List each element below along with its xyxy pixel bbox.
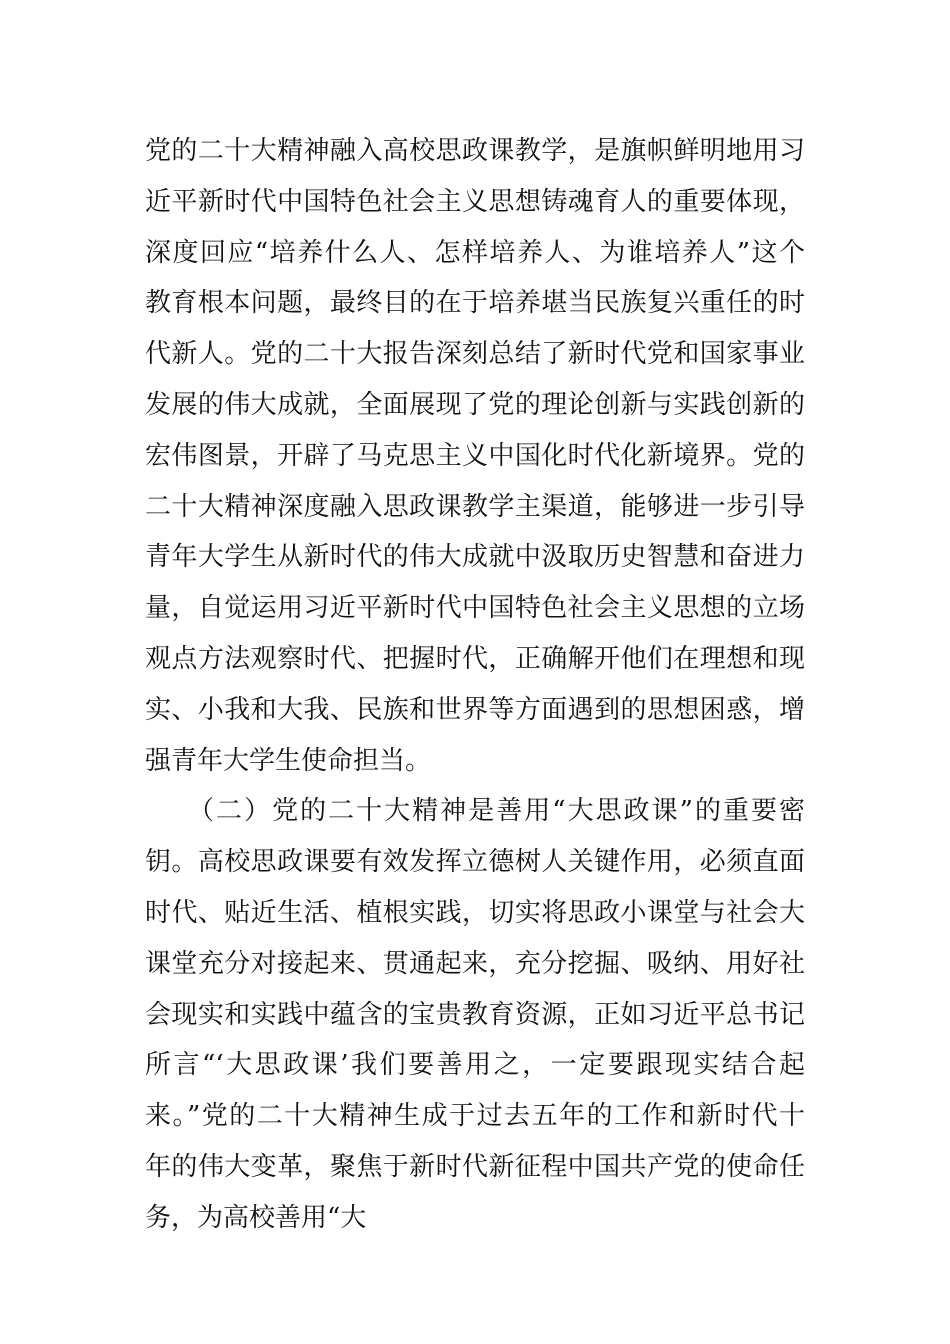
text-line-6: 发展的伟大成就，全面展现了党的理论创新与实践创新的 <box>145 389 805 420</box>
text-line-16: 时代、贴近生活、植根实践，切实将思政小课堂与社会大 <box>145 897 805 928</box>
text-line-20: 来。”党的二十大精神生成于过去五年的工作和新时代十 <box>145 1101 805 1132</box>
text-line-12: 实、小我和大我、民族和世界等方面遇到的思想困惑，增 <box>145 694 805 725</box>
text-line-17: 课堂充分对接起来、贯通起来，充分挖掘、吸纳、用好社 <box>145 948 805 979</box>
text-line-1: 党的二十大精神融入高校思政课教学，是旗帜鲜明地用习 <box>145 136 805 166</box>
text-line-14: （二）党的二十大精神是善用“大思政课”的重要密 <box>145 796 805 827</box>
text-line-7: 宏伟图景，开辟了马克思主义中国化时代化新境界。党的 <box>145 440 805 471</box>
text-line-9: 青年大学生从新时代的伟大成就中汲取历史智慧和奋进力 <box>145 542 805 573</box>
text-line-19: 所言“‘大思政课’我们要善用之，一定要跟现实结合起 <box>145 1050 805 1081</box>
text-line-18: 会现实和实践中蕴含的宝贵教育资源，正如习近平总书记 <box>145 999 805 1030</box>
text-line-3: 深度回应“培养什么人、怎样培养人、为谁培养人”这个 <box>145 237 805 268</box>
text-line-11: 观点方法观察时代、把握时代，正确解开他们在理想和现 <box>145 643 805 674</box>
text-line-4: 教育根本问题，最终目的在于培养堪当民族复兴重任的时 <box>145 288 805 319</box>
text-line-13: 强青年大学生使命担当。 <box>145 745 432 776</box>
document-page <box>145 126 805 1244</box>
text-line-10: 量，自觉运用习近平新时代中国特色社会主义思想的立场 <box>145 593 805 624</box>
text-line-5: 代新人。党的二十大报告深刻总结了新时代党和国家事业 <box>145 339 805 370</box>
text-line-21: 年的伟大变革，聚焦于新时代新征程中国共产党的使命任 <box>145 1151 805 1182</box>
text-line-2: 近平新时代中国特色社会主义思想铸魂育人的重要体现， <box>145 186 805 217</box>
text-line-8: 二十大精神深度融入思政课教学主渠道，能够进一步引导 <box>145 491 805 522</box>
text-line-22: 务，为高校善用“大 <box>145 1202 367 1233</box>
text-line-15: 钥。高校思政课要有效发挥立德树人关键作用，必须直面 <box>145 847 805 878</box>
